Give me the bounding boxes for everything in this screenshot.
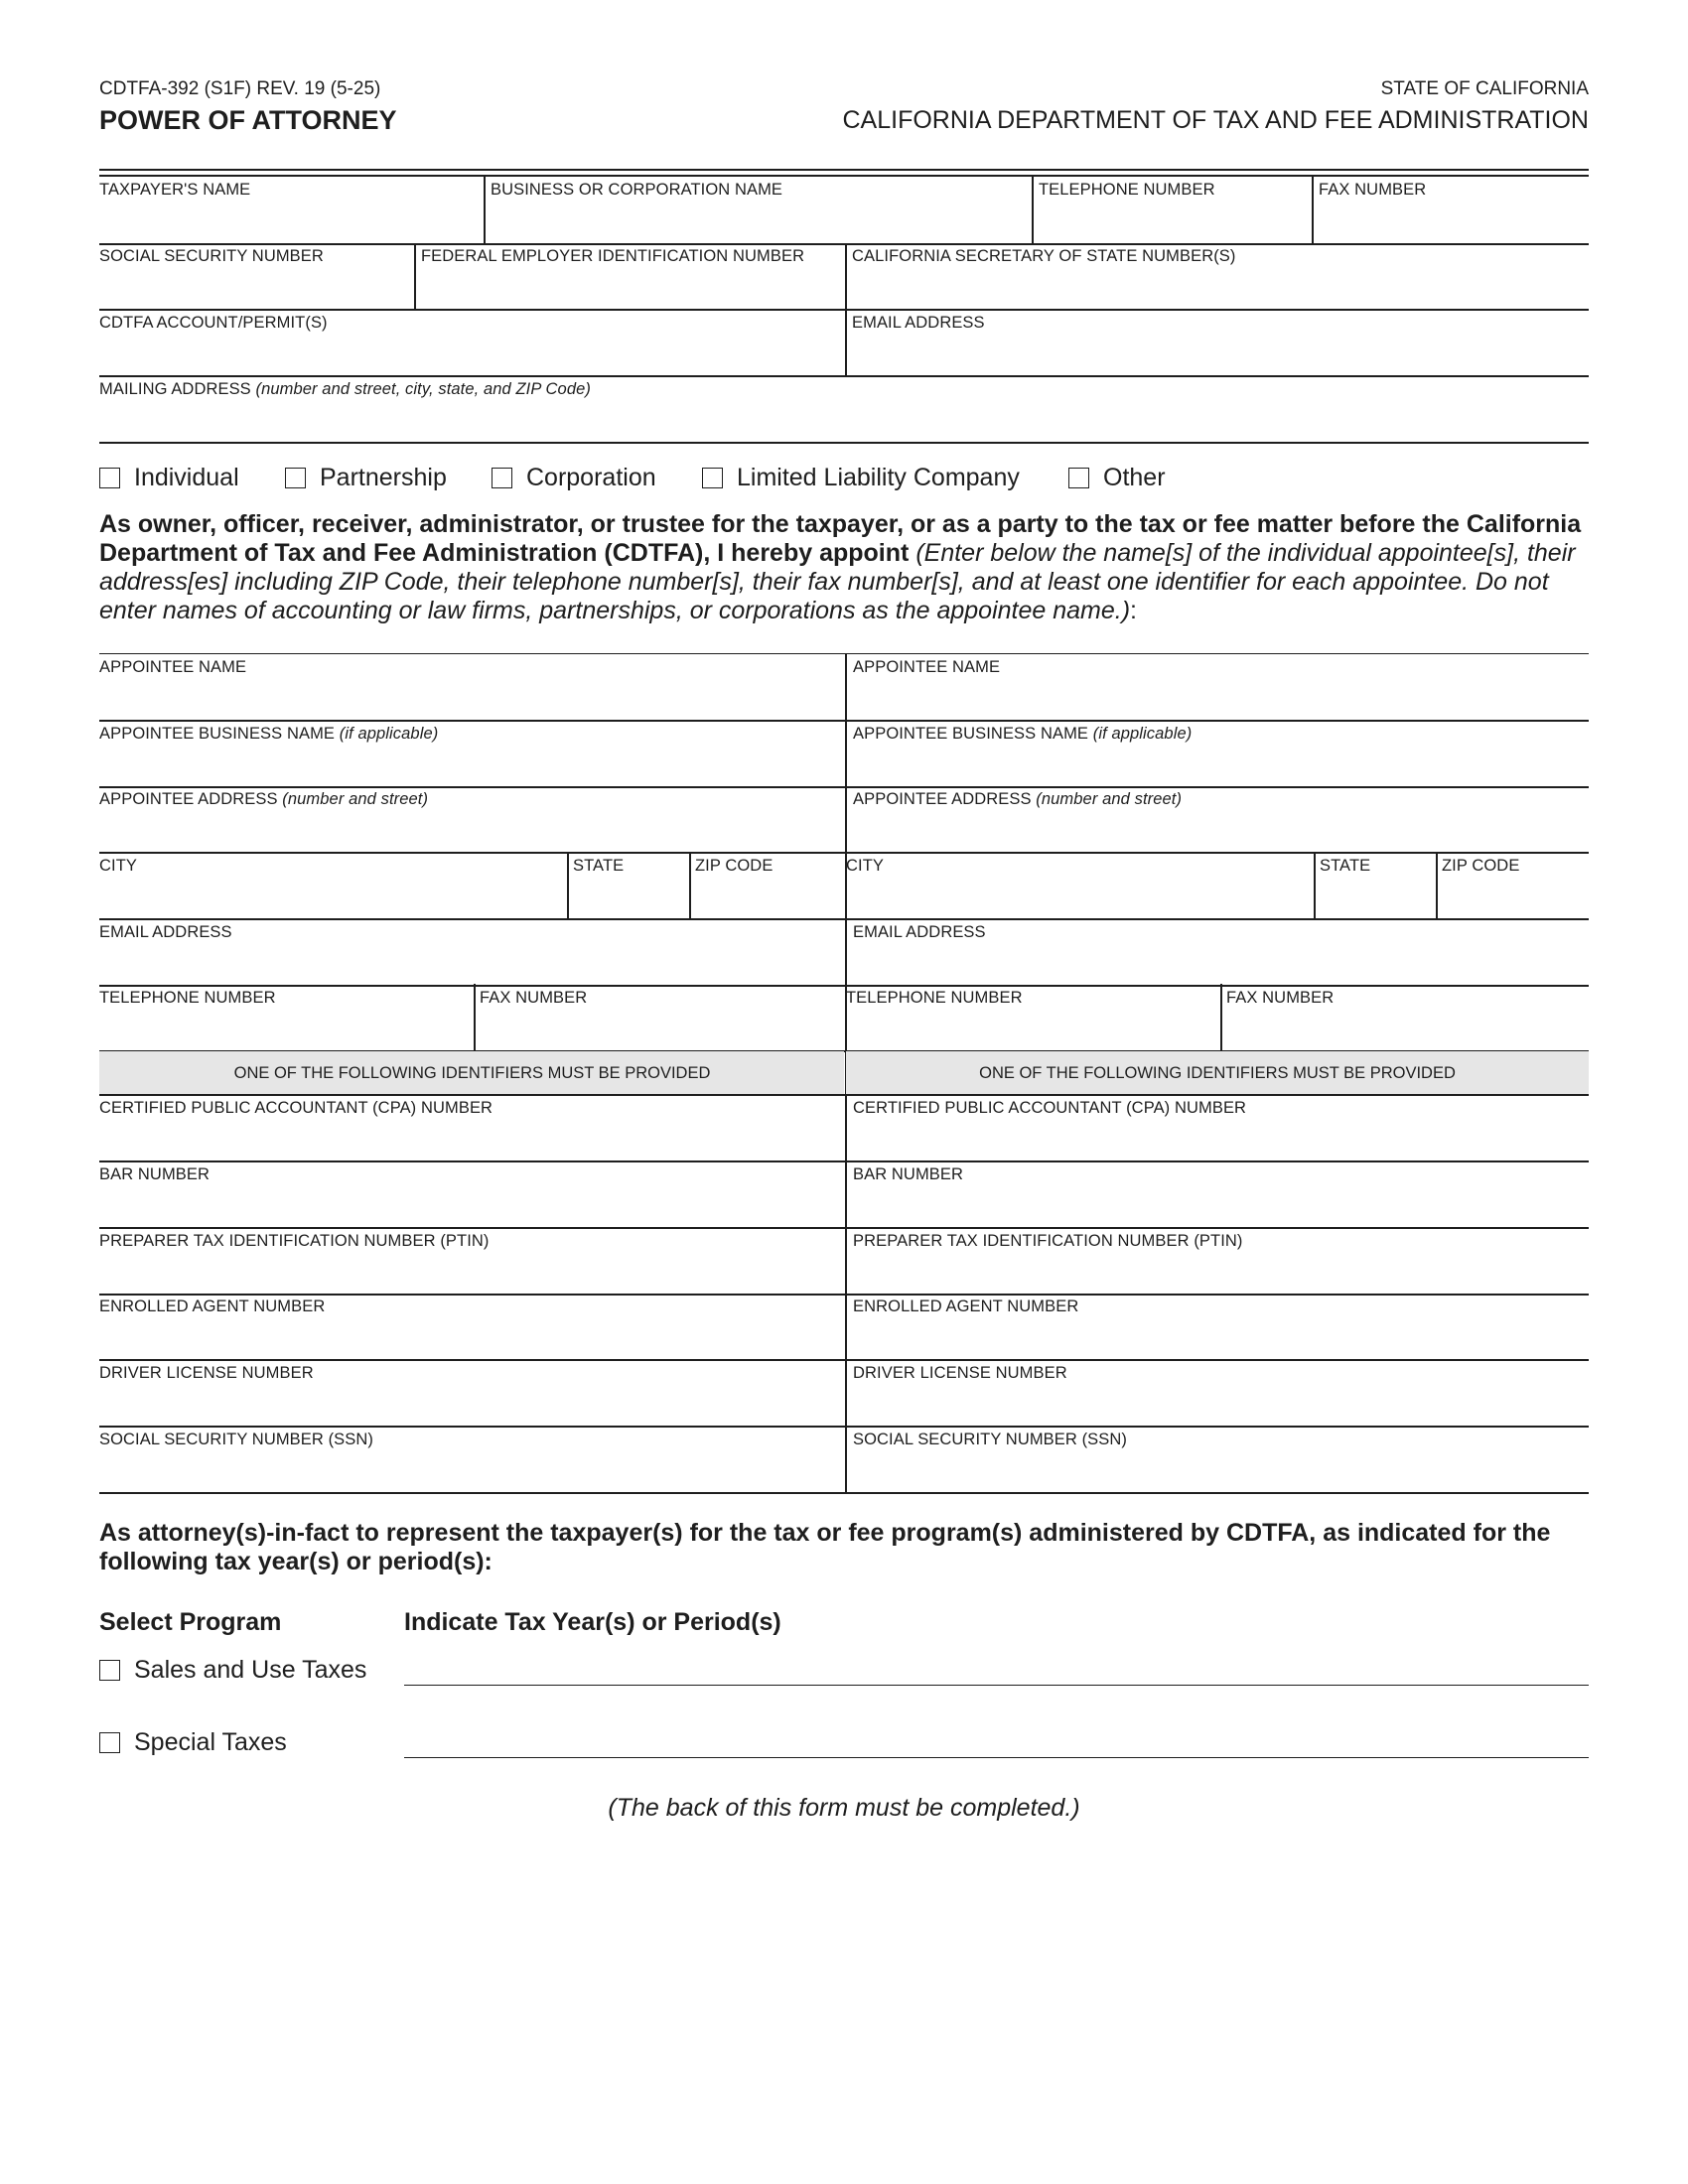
sales-use-period-line: [404, 1685, 1589, 1686]
appointee-address-2-hint: (number and street): [1036, 790, 1183, 808]
col-divider: [414, 243, 416, 310]
appointee-enrolled-agent-number-1-label-text: ENROLLED AGENT NUMBER: [99, 1297, 326, 1315]
appointee-zip-1-input[interactable]: [695, 882, 843, 915]
appointee-email-1-label: [99, 924, 232, 941]
appointee-zip-2-input[interactable]: [1442, 882, 1587, 915]
appointee-business-name-1-input[interactable]: [99, 750, 835, 783]
appointee-telephone-1-input[interactable]: [99, 1014, 468, 1047]
tel-fax-divider-1: [474, 984, 476, 1050]
top-rule: [99, 169, 1589, 171]
fax-input[interactable]: [1319, 206, 1589, 240]
ssn-input[interactable]: [99, 272, 411, 306]
agency-name: CALIFORNIA DEPARTMENT OF TAX AND FEE ADMINISTRATION: [842, 106, 1589, 134]
appointee-telephone-2-input[interactable]: [846, 1014, 1214, 1047]
appointee-telephone-2-label: [846, 990, 1023, 1007]
appointee-driver-license-number-2-label: [853, 1365, 1067, 1382]
appointee-row-divider: [99, 918, 1589, 920]
business-name-label: BUSINESS OR CORPORATION NAME: [491, 181, 783, 199]
appointee-ptin-2-label-text: PREPARER TAX IDENTIFICATION NUMBER (PTIN): [853, 1232, 1243, 1250]
appointee-enrolled-agent-number-1-input[interactable]: [99, 1322, 835, 1356]
appointee-row-divider: [99, 1426, 1589, 1428]
fein-input[interactable]: [421, 272, 842, 306]
appointee-cpa-number-2-input[interactable]: [853, 1124, 1586, 1158]
col-divider: [845, 243, 847, 376]
appointee-cpa-number-2-label-text: CERTIFIED PUBLIC ACCOUNTANT (CPA) NUMBER: [853, 1099, 1247, 1117]
state-name: STATE OF CALIFORNIA: [1380, 78, 1589, 99]
appointee-address-2-label-text: APPOINTEE ADDRESS: [853, 790, 1032, 808]
form-title: POWER OF ATTORNEY: [99, 105, 397, 135]
individual-checkbox[interactable]: [99, 468, 120, 488]
fein-label: FEDERAL EMPLOYER IDENTIFICATION NUMBER: [421, 247, 805, 265]
appointee-city-2-input[interactable]: [846, 882, 1308, 915]
appointee-cpa-number-1-label: [99, 1100, 492, 1117]
appointee-top-rule: [99, 653, 1589, 654]
sos-number-input[interactable]: [852, 272, 1591, 306]
corporation-label: Corporation: [526, 464, 656, 491]
appointee-bar-number-2-label-text: BAR NUMBER: [853, 1165, 964, 1183]
fax-label: FAX NUMBER: [1319, 181, 1427, 199]
appointee-fax-2-label-text: FAX NUMBER: [1226, 989, 1335, 1007]
appointee-driver-license-number-2-label-text: DRIVER LICENSE NUMBER: [853, 1364, 1067, 1382]
appoint-italic-text: (Enter below the name[s] of the individual appointee[s], their address[es] including ZIP Code, their telephone number[s], their fax number[s], and at least one identifier for each appointee. Do not enter names of accounting or law firms, partnerships, or corporations as the appointee name.): [99, 539, 1576, 624]
appointee-bar-number-2-input[interactable]: [853, 1190, 1586, 1224]
appointee-city-1-label-text: CITY: [99, 857, 137, 875]
special-taxes-checkbox[interactable]: [99, 1732, 120, 1753]
corporation-checkbox[interactable]: [492, 468, 512, 488]
tax-period-heading: Indicate Tax Year(s) or Period(s): [404, 1608, 781, 1636]
select-program-heading: Select Program: [99, 1608, 282, 1636]
row-divider: [99, 243, 1589, 245]
appointee-bar-number-1-label-text: BAR NUMBER: [99, 1165, 211, 1183]
top-rule-2: [99, 175, 1589, 177]
appointee-row-divider: [99, 1359, 1589, 1361]
appointee-row-divider: [99, 985, 1589, 987]
appointee-name-2-label: [853, 659, 1000, 676]
partnership-checkbox[interactable]: [285, 468, 306, 488]
telephone-input[interactable]: [1039, 206, 1309, 240]
appointee-email-1-input[interactable]: [99, 948, 835, 982]
appointee-fax-2-input[interactable]: [1226, 1014, 1587, 1047]
appointee-cpa-number-2-label: [853, 1100, 1246, 1117]
appointee-business-name-2-input[interactable]: [853, 750, 1586, 783]
taxpayer-name-input[interactable]: [99, 206, 481, 240]
appointee-bar-number-2-label: [853, 1166, 963, 1183]
appointee-name-2-input[interactable]: [853, 683, 1586, 717]
appointee-cpa-number-1-label-text: CERTIFIED PUBLIC ACCOUNTANT (CPA) NUMBER: [99, 1099, 493, 1117]
telephone-label: TELEPHONE NUMBER: [1039, 181, 1215, 199]
sos-number-label: CALIFORNIA SECRETARY OF STATE NUMBER(S): [852, 247, 1236, 265]
appointee-city-1-input[interactable]: [99, 882, 561, 915]
attorney-text: As attorney(s)-in-fact to represent the taxpayer(s) for the tax or fee program(s) administered by CDTFA, as indicated for the following tax year(s) or period(s):: [99, 1519, 1551, 1575]
appointee-business-name-1-label: [99, 726, 438, 743]
appointee-zip-1-label-text: ZIP CODE: [695, 857, 774, 875]
appointee-state-2-input[interactable]: [1320, 882, 1432, 915]
appointee-zip-2-label-text: ZIP CODE: [1442, 857, 1520, 875]
llc-checkbox[interactable]: [702, 468, 723, 488]
appointee-business-name-2-label-text: APPOINTEE BUSINESS NAME: [853, 725, 1089, 743]
appointee-city-1-label: [99, 858, 137, 875]
business-name-input[interactable]: [491, 206, 1029, 240]
appointee-state-1-label: [573, 858, 624, 875]
appointee-state-1-label-text: STATE: [573, 857, 625, 875]
mailing-address-input[interactable]: [99, 405, 1589, 439]
special-taxes-period-input[interactable]: [404, 1720, 1590, 1756]
appointee-ssn-2-label: [853, 1432, 1127, 1448]
appointee-ssn-1-input[interactable]: [99, 1455, 835, 1489]
appointee-zip-1-label: [695, 858, 773, 875]
appoint-end: :: [1130, 597, 1137, 624]
form-number: CDTFA-392 (S1F) REV. 19 (5-25): [99, 78, 381, 99]
appointee-business-name-1-label-text: APPOINTEE BUSINESS NAME: [99, 725, 336, 743]
identifier-header-2: ONE OF THE FOLLOWING IDENTIFIERS MUST BE PROVIDED: [979, 1064, 1456, 1082]
appointee-business-name-1-hint: (if applicable): [339, 725, 439, 743]
appointee-enrolled-agent-number-1-label: [99, 1298, 325, 1315]
appointee-cpa-number-1-input[interactable]: [99, 1124, 835, 1158]
appointee-ptin-1-label-text: PREPARER TAX IDENTIFICATION NUMBER (PTIN): [99, 1232, 490, 1250]
appointee-address-1-label-text: APPOINTEE ADDRESS: [99, 790, 278, 808]
city-state-divider-2: [1314, 852, 1316, 918]
appointee-ssn-1-label: [99, 1432, 373, 1448]
city-state-divider-1: [567, 852, 569, 918]
appointee-city-2-label-text: CITY: [846, 857, 884, 875]
appointee-ptin-2-input[interactable]: [853, 1257, 1586, 1291]
appointee-address-1-hint: (number and street): [282, 790, 429, 808]
appointee-state-2-label: [1320, 858, 1370, 875]
appointee-row-divider: [99, 786, 1589, 788]
appointee-enrolled-agent-number-2-input[interactable]: [853, 1322, 1586, 1356]
appointee-fax-1-label: [480, 990, 587, 1007]
state-zip-divider-1: [689, 852, 691, 918]
appointee-enrolled-agent-number-2-label: [853, 1298, 1078, 1315]
sales-use-period-input[interactable]: [404, 1648, 1590, 1684]
appointee-driver-license-number-1-label: [99, 1365, 314, 1382]
appointee-ssn-2-label-text: SOCIAL SECURITY NUMBER (SSN): [853, 1431, 1128, 1448]
appointee-ssn-1-label-text: SOCIAL SECURITY NUMBER (SSN): [99, 1431, 374, 1448]
appointee-driver-license-number-2-input[interactable]: [853, 1389, 1586, 1423]
row-divider: [99, 442, 1589, 444]
other-checkbox[interactable]: [1068, 468, 1089, 488]
appointee-email-2-input[interactable]: [853, 948, 1586, 982]
mailing-address-label-text: MAILING ADDRESS: [99, 380, 251, 398]
special-taxes-period-line: [404, 1757, 1589, 1758]
appointee-address-1-input[interactable]: [99, 815, 835, 849]
email-label: EMAIL ADDRESS: [852, 314, 985, 332]
appointee-row-divider: [99, 1492, 1589, 1494]
individual-label: Individual: [134, 464, 239, 491]
sales-use-taxes-checkbox[interactable]: [99, 1660, 120, 1681]
appointee-name-1-input[interactable]: [99, 683, 835, 717]
appointee-row-divider: [99, 720, 1589, 722]
appointee-zip-2-label: [1442, 858, 1519, 875]
appointee-telephone-1-label-text: TELEPHONE NUMBER: [99, 989, 276, 1007]
appointee-driver-license-number-1-label-text: DRIVER LICENSE NUMBER: [99, 1364, 314, 1382]
appoint-paragraph: [99, 510, 1589, 625]
appointee-name-1-label-text: APPOINTEE NAME: [99, 658, 247, 676]
mailing-address-label: [99, 381, 591, 398]
appointee-email-2-label: [853, 924, 986, 941]
appointee-email-2-label-text: EMAIL ADDRESS: [853, 923, 986, 941]
appointee-ssn-2-input[interactable]: [853, 1455, 1586, 1489]
appointee-row-divider: [99, 1227, 1589, 1229]
appointee-ptin-2-label: [853, 1233, 1243, 1250]
tel-fax-divider-2: [1220, 984, 1222, 1050]
taxpayer-name-label: TAXPAYER'S NAME: [99, 181, 251, 199]
footer-note: (The back of this form must be completed.): [608, 1794, 1080, 1822]
mailing-address-hint: (number and street, city, state, and ZIP Code): [255, 380, 591, 398]
identifier-header-divider: [99, 1094, 1589, 1096]
appointee-email-1-label-text: EMAIL ADDRESS: [99, 923, 232, 941]
partnership-label: Partnership: [320, 464, 447, 491]
col-divider: [484, 176, 486, 244]
special-taxes-label: Special Taxes: [134, 1728, 287, 1756]
appointee-name-2-label-text: APPOINTEE NAME: [853, 658, 1001, 676]
appointee-row-divider: [99, 852, 1589, 854]
appointee-fax-1-label-text: FAX NUMBER: [480, 989, 588, 1007]
appointee-state-1-input[interactable]: [573, 882, 685, 915]
account-permit-label: CDTFA ACCOUNT/PERMIT(S): [99, 314, 328, 332]
appointee-telephone-1-label: [99, 990, 276, 1007]
appointee-name-1-label: [99, 659, 246, 676]
appointee-state-2-label-text: STATE: [1320, 857, 1371, 875]
appointee-business-name-2-hint: (if applicable): [1092, 725, 1193, 743]
appointee-row-divider: [99, 1294, 1589, 1296]
llc-label: Limited Liability Company: [737, 464, 1020, 491]
appointee-ptin-1-input[interactable]: [99, 1257, 835, 1291]
sales-use-taxes-label: Sales and Use Taxes: [134, 1656, 367, 1684]
attorney-paragraph: [99, 1519, 1589, 1576]
row-divider: [99, 309, 1589, 311]
col-divider: [1312, 176, 1314, 244]
other-label: Other: [1103, 464, 1166, 491]
ssn-label: SOCIAL SECURITY NUMBER: [99, 247, 324, 265]
appointee-fax-1-input[interactable]: [480, 1014, 843, 1047]
appointee-address-2-input[interactable]: [853, 815, 1586, 849]
appointee-bar-number-1-input[interactable]: [99, 1190, 835, 1224]
appointee-telephone-2-label-text: TELEPHONE NUMBER: [846, 989, 1023, 1007]
appointee-address-1-label: [99, 791, 428, 808]
state-zip-divider-2: [1436, 852, 1438, 918]
appoint-bold-text: As owner, officer, receiver, administrator, or trustee for the taxpayer, or as a party to the tax or fee matter before the California Department of Tax and Fee Administration (CDTFA), I hereby appoint: [99, 510, 1582, 567]
appointee-address-2-label: [853, 791, 1182, 808]
appointee-driver-license-number-1-input[interactable]: [99, 1389, 835, 1423]
appointee-business-name-2-label: [853, 726, 1192, 743]
account-permit-input[interactable]: [99, 339, 842, 372]
row-divider: [99, 375, 1589, 377]
appointee-ptin-1-label: [99, 1233, 490, 1250]
col-divider: [1032, 176, 1034, 244]
appointee-row-divider: [99, 1160, 1589, 1162]
appointee-enrolled-agent-number-2-label-text: ENROLLED AGENT NUMBER: [853, 1297, 1079, 1315]
identifier-header-1: ONE OF THE FOLLOWING IDENTIFIERS MUST BE PROVIDED: [233, 1064, 711, 1082]
email-input[interactable]: [852, 339, 1591, 372]
appointee-fax-2-label: [1226, 990, 1334, 1007]
appointee-city-2-label: [846, 858, 884, 875]
appointee-bar-number-1-label: [99, 1166, 210, 1183]
